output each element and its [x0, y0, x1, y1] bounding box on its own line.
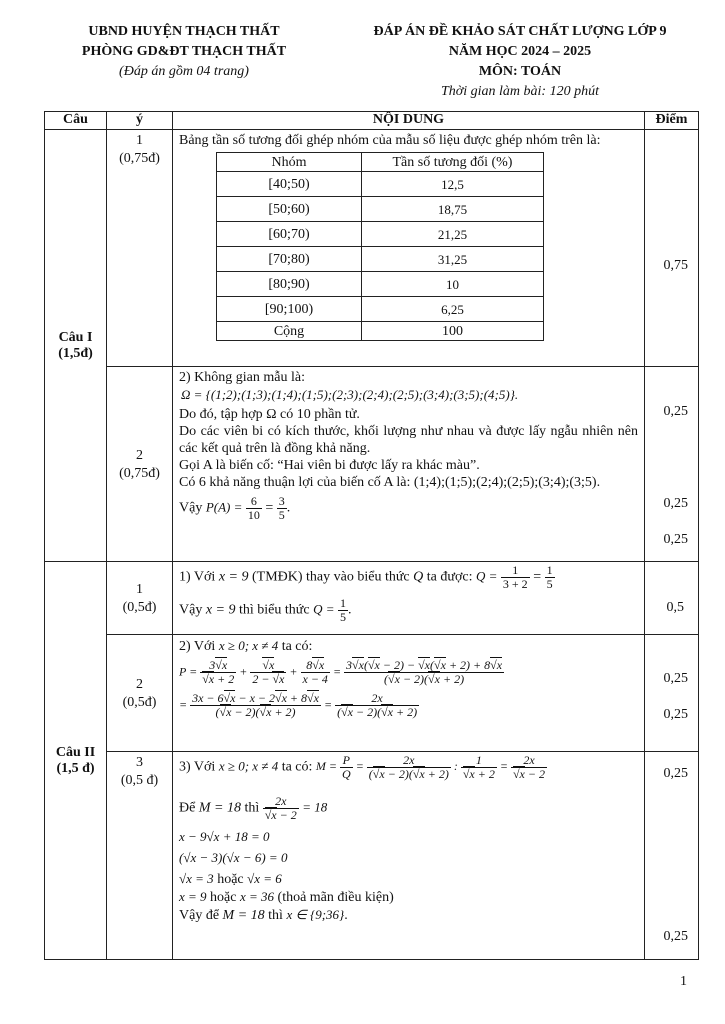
q2-p3-content [173, 752, 645, 960]
q2-p2-index [107, 635, 173, 752]
value-cell: 18,75 [362, 197, 544, 222]
total-label: Cộng [217, 322, 362, 341]
value-cell: 10 [362, 272, 544, 297]
period: . [286, 500, 291, 516]
fraction [246, 495, 262, 522]
q1-p1-score-cell [645, 130, 699, 367]
q2-p1-index [107, 562, 173, 635]
p-expression-1: P = $\frac{3√x}{√x + 2}$ + $\frac{√x}{2 - √x}$ + $\frac{8√x}{x - 4}$ = $\frac{3√x(√x - 2) - √x(√x + 2) + 8√x}{(√x - 2)(√x + 2)}$ [179, 658, 503, 686]
q2-label [45, 562, 107, 960]
math: x ∈ {9;36} [286, 907, 345, 922]
q2-label-points: (1,5 đ) [56, 760, 95, 776]
q1-p1-index [107, 130, 173, 367]
header-left [48, 22, 320, 82]
fraction [545, 564, 555, 591]
q2-p1-score-cell [645, 562, 699, 635]
q1-p2-line5: Có 6 khả năng thuận lợi của biến cố A là: (1;4);(1;5);(2;4);(2;5);(3;4);(3;5). [179, 475, 601, 490]
value-cell: 6,25 [362, 297, 544, 322]
total-value: 100 [362, 322, 544, 341]
conclusion [179, 906, 638, 924]
table-row [217, 247, 544, 272]
text: ta có: [281, 639, 313, 654]
text: Vậy để [179, 908, 220, 923]
q1-p2-score2: 0,25 [663, 496, 688, 511]
denominator: 10 [247, 508, 260, 522]
math: x = 9 [179, 889, 207, 904]
q2-part2-row [45, 635, 699, 752]
math: Q [413, 569, 424, 585]
math: M = 18 [198, 800, 241, 816]
time-allowed: Thời gian làm bài: 120 phút [441, 84, 599, 99]
fraction [338, 597, 348, 624]
q1-label [45, 130, 107, 562]
pa-label: P(A) = [205, 499, 243, 515]
q2-p1-line1 [179, 564, 638, 591]
total-row [217, 322, 544, 341]
probability-line [179, 495, 638, 522]
q2-p1-score: 0,5 [666, 600, 684, 615]
q1-p2-score3: 0,25 [663, 532, 688, 547]
q1-p1-content [173, 130, 645, 367]
q1-p1-intro: Bảng tần số tương đối ghép nhóm của mẫu số liệu được ghép nhóm trên là: [179, 133, 601, 148]
group-cell: [60;70) [217, 222, 362, 247]
group-cell: [70;80) [217, 247, 362, 272]
q2-part1-row [45, 562, 699, 635]
q1-p2-score-cell [645, 367, 699, 562]
q1-p2-line3: Do các viên bi có kích thước, khối lượng như nhau và được lấy ngẫu nhiên nên các kết quả trên là đồng khả năng. [179, 424, 638, 456]
numerator: 1 [546, 563, 553, 577]
numerator: 3 [278, 494, 285, 508]
math: M = 18 [222, 908, 265, 923]
text: Để [179, 800, 196, 816]
q2-label-title: Câu II [55, 744, 96, 760]
q1-p2-content [173, 367, 645, 562]
text: Vậy [179, 602, 203, 618]
sample-space: Ω = {(1;2);(1;3);(1;4);(1;5);(2;3);(2;4);(2;5);(3;4);(3;5);(4;5)}. [181, 387, 519, 402]
q2-p3-pts: (0,5 đ) [120, 773, 159, 788]
col-tan-so: Tần số tương đối (%) [362, 153, 544, 172]
numerator: 6 [246, 495, 262, 509]
header-cau: Câu [45, 112, 107, 130]
document-title: ĐÁP ÁN ĐỀ KHẢO SÁT CHẤT LƯỢNG LỚP 9 [373, 24, 667, 39]
q1-p1-score: 0,75 [663, 258, 688, 273]
q2-p3-line2 [179, 795, 638, 822]
equals-sign: = [533, 569, 542, 585]
q2-part3-row [45, 752, 699, 960]
q2-p2-score2: 0,25 [663, 707, 688, 722]
q2-p2-score1: 0,25 [663, 671, 688, 686]
q2-p3-index [107, 752, 173, 960]
table-row [217, 197, 544, 222]
math: x = 9 [218, 569, 249, 585]
math: Q = [475, 568, 498, 584]
math: = 18 [302, 799, 328, 815]
fraction [277, 495, 287, 522]
step-3 [179, 870, 638, 888]
q2-p2-score-cell [645, 635, 699, 752]
q2-p2-line1 [179, 637, 638, 655]
text: ta có: [281, 759, 313, 775]
q2-p2-content [173, 635, 645, 752]
table-row [217, 222, 544, 247]
q2-p2-pts: (0,5đ) [122, 695, 157, 710]
text: thì [244, 800, 260, 816]
numerator: 1 [340, 596, 346, 610]
condition: x ≥ 0; x ≠ 4 [218, 758, 279, 774]
q1-p2-line4: Gọi A là biến cố: “Hai viên bi được lấy ra khác màu”. [179, 458, 480, 473]
denominator: 3 + 2 [502, 577, 528, 591]
col-nhom: Nhóm [217, 153, 362, 172]
p-expression-2: = $\frac{3x - 6√x - x - 2√x + 8√x}{(√x - 2)(√x + 2)}$ = $\frac{2x}{(√x - 2)(√x + 2)}$ [179, 691, 418, 719]
step-2: (√x − 3)(√x − 6) = 0 [179, 850, 288, 865]
frequency-header-row [217, 153, 544, 172]
table-row [217, 297, 544, 322]
header-diem: Điểm [645, 112, 699, 130]
q2-p1-content [173, 562, 645, 635]
text: (TMĐK) thay vào biểu thức [251, 569, 410, 585]
text: ta được: [426, 569, 473, 585]
header-y: ý [107, 112, 173, 130]
denominator: 5 [278, 508, 285, 522]
m-expression: M = $\frac{P}{Q}$ = $\frac{2x}{(√x - 2)(√x + 2)}$ : $\frac{1}{√x + 2}$ = $\frac{2x}{√x - 2}$ [315, 753, 545, 781]
page-count-note: (Đáp án gồm 04 trang) [119, 64, 249, 79]
q2-p3-score-cell [645, 752, 699, 960]
page-number: 1 [680, 974, 687, 989]
value-cell: 12,5 [362, 172, 544, 197]
text: hoặc [217, 872, 244, 887]
q2-p1-pts: (0,5đ) [122, 600, 157, 615]
q1-p2-line2: Do đó, tập hợp Ω có 10 phần tử. [179, 407, 360, 422]
q2-p2-num: 2 [136, 677, 143, 692]
group-cell: [80;90) [217, 272, 362, 297]
q1-p2-pts: (0,75đ) [119, 466, 160, 481]
q1-p2-line1: 2) Không gian mẫu là: [179, 370, 305, 385]
step-1: x − 9√x + 18 = 0 [179, 829, 270, 844]
q1-part2-row [45, 367, 699, 562]
table-row [217, 272, 544, 297]
condition: x ≥ 0; x ≠ 4 [218, 638, 279, 653]
vay-text: Vậy [179, 500, 203, 516]
group-cell: [50;60) [217, 197, 362, 222]
math: Q = [313, 601, 335, 617]
math: x = 36 [239, 889, 275, 904]
text: thì [268, 908, 283, 923]
period: . [348, 602, 352, 618]
department-name: UBND HUYỆN THẠCH THẤT [88, 24, 280, 39]
value-cell: 21,25 [362, 222, 544, 247]
text: hoặc [210, 890, 237, 905]
answer-table [44, 111, 699, 960]
equals-sign: = [265, 500, 274, 516]
header-noidung: NỘI DUNG [173, 112, 645, 130]
period: . [344, 908, 348, 923]
q1-p2-index [107, 367, 173, 562]
q1-p2-num: 2 [136, 448, 143, 463]
value-cell: 31,25 [362, 247, 544, 272]
text: 2) Với [179, 639, 216, 654]
q2-p3-num: 3 [136, 755, 143, 770]
text: thì biểu thức [239, 602, 310, 618]
q1-part1-row [45, 130, 699, 367]
denominator: 5 [340, 610, 346, 624]
group-cell: [90;100) [217, 297, 362, 322]
numerator: 1 [501, 564, 530, 578]
table-header-row [45, 112, 699, 130]
q1-p1-pts: (0,75đ) [119, 151, 160, 166]
math: √x = 3 [179, 871, 214, 886]
text: 3) Với [179, 759, 216, 775]
q2-p1-num: 1 [136, 582, 143, 597]
q2-p3-line1 [179, 754, 638, 781]
text: (thoả mãn điều kiện) [277, 890, 394, 905]
school-year: NĂM HỌC 2024 – 2025 [448, 44, 592, 59]
table-row [217, 172, 544, 197]
header-right [332, 22, 708, 102]
frequency-table [216, 152, 544, 341]
group-cell: [40;50) [217, 172, 362, 197]
q2-p1-line2 [179, 597, 638, 624]
fraction [501, 564, 530, 591]
denominator: 5 [546, 577, 553, 591]
q1-p1-num: 1 [136, 133, 143, 148]
fraction: $\frac{2x}{√x - 2}$ [264, 794, 297, 822]
subject: MÔN: TOÁN [478, 64, 562, 79]
q1-label-title: Câu I [58, 329, 93, 345]
q1-p2-score1: 0,25 [663, 404, 688, 419]
q1-label-points: (1,5đ) [58, 345, 93, 361]
office-name: PHÒNG GD&ĐT THẠCH THẤT [81, 44, 287, 59]
step-4 [179, 888, 638, 906]
math: √x = 6 [247, 871, 282, 886]
q2-p3-score1: 0,25 [663, 766, 688, 781]
math: x = 9 [205, 602, 236, 618]
text: 1) Với [179, 569, 216, 585]
q2-p3-score2: 0,25 [663, 929, 688, 944]
